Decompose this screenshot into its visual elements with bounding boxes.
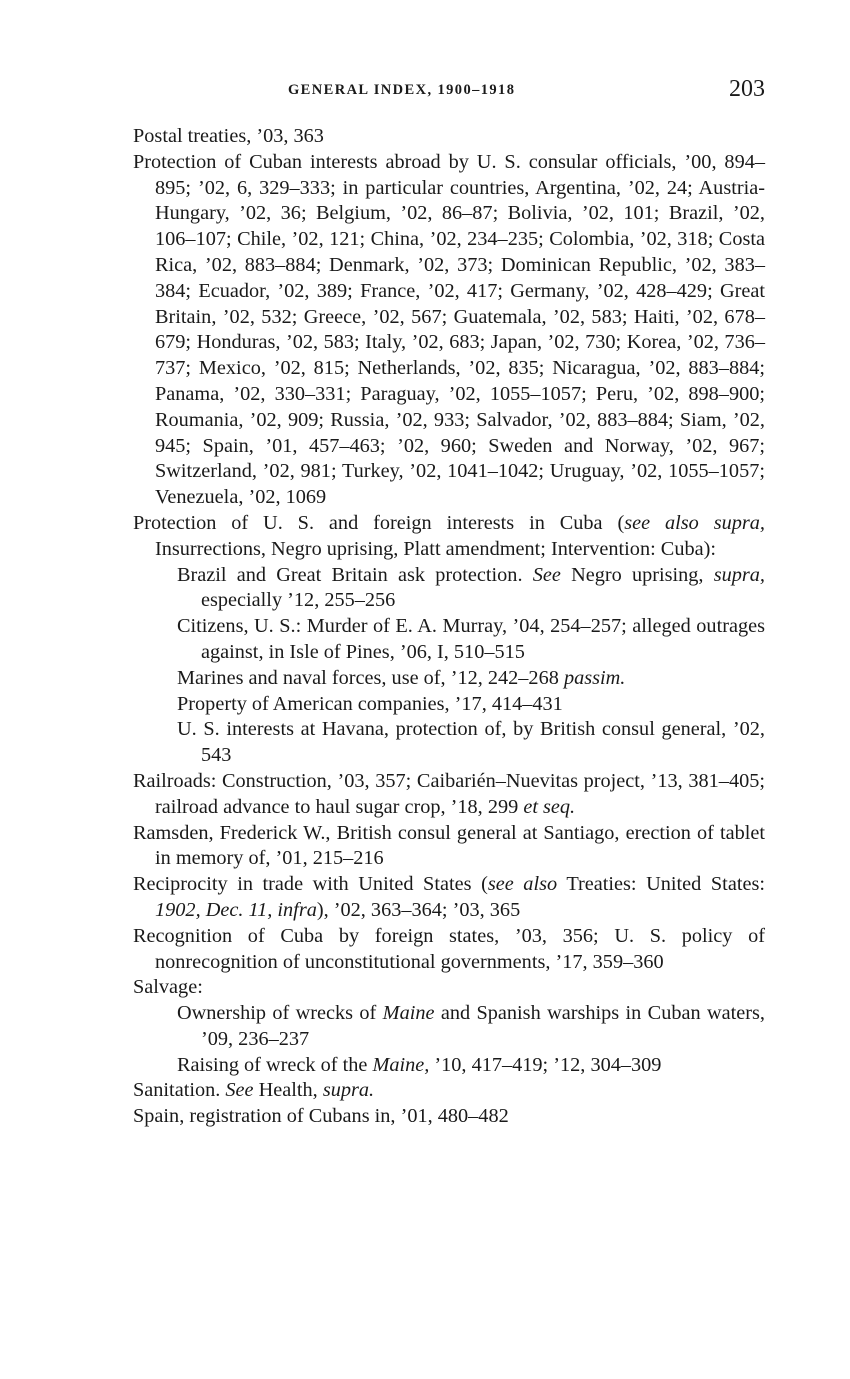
- italic-text: 1902, Dec. 11, infra: [155, 898, 317, 921]
- entry-text: Sanitation.: [133, 1079, 226, 1102]
- entry-text: Protection of Cuban interests abroad by U. S. consular officials, ’00, 894–895; ’02, 6, 329–333; in particular countries, Argentina, ’02, 24; Austria-Hungary, ’02, 36; Belgium, ’02, 86–87; Bolivia, ’02, 101; Brazil, ’02, 106–107; Chile, ’02, 121; China, ’02, 234–235; Colombia, ’02, 318; Costa Rica, ’02, 883–884; Denmark, ’02, 373; Dominican Republic, ’02, 383–384; Ecuador, ’02, 389; France, ’02, 417; Germany, ’02, 428–429; Great Britain, ’02, 532; Greece, ’02, 567; Guatemala, ’02, 583; Haiti, ’02, 678–679; Honduras, ’02, 583; Italy, ’02, 683; Japan, ’02, 730; Korea, ’02, 736–737; Mexico, ’02, 815; Netherlands, ’02, 835; Nicaragua, ’02, 883–884; Panama, ’02, 330–331; Paraguay, ’02, 1055–1057; Peru, ’02, 898–900; Roumania, ’02, 909; Russia, ’02, 933; Salvador, ’02, 883–884; Siam, ’02, 945; Spain, ’01, 457–463; ’02, 960; Sweden and Norway, ’02, 967; Switzerland, ’02, 981; Turkey, ’02, 1041–1042; Uruguay, ’02, 1055–1057; Venezuela, ’02, 1069: [133, 150, 765, 509]
- italic-text: Maine,: [372, 1053, 430, 1076]
- entry-text: Postal treaties, ’03, 363: [133, 125, 324, 147]
- italic-text: supra.: [322, 1079, 375, 1102]
- italic-text: passim.: [563, 666, 626, 689]
- index-subentry: [177, 614, 765, 666]
- index-entry: [133, 511, 765, 563]
- page-header: [133, 76, 765, 106]
- entry-text: Salvage:: [133, 976, 203, 999]
- index-entry: [133, 124, 765, 150]
- entry-text: Negro uprising,: [560, 563, 714, 586]
- index-subentry: [177, 563, 765, 615]
- entry-text: Brazil and Great Britain ask protection.: [177, 563, 533, 586]
- entry-text: Health,: [253, 1079, 323, 1102]
- index-entry: [133, 975, 765, 1001]
- italic-text: Maine: [382, 1002, 435, 1025]
- entry-text: Ownership of wrecks of: [177, 1002, 383, 1025]
- index-subentry: [177, 1053, 765, 1079]
- italic-text: see also supra,: [624, 511, 766, 534]
- index-entry: [133, 1104, 765, 1130]
- index-entry: [133, 821, 765, 873]
- index-entries: [133, 124, 765, 1130]
- index-subentry: [177, 692, 765, 718]
- index-subentry: [177, 666, 765, 692]
- entry-text: Raising of wreck of the: [177, 1053, 373, 1076]
- entry-text: Ramsden, Frederick W., British consul general at Santiago, erection of tablet in memory of, ’01, 215–216: [133, 821, 765, 870]
- italic-text: see also: [487, 873, 558, 896]
- entry-text: Marines and naval forces, use of, ’12, 242–268: [177, 666, 564, 689]
- index-entry: [133, 872, 765, 924]
- entry-text: Citizens, U. S.: Murder of E. A. Murray, ’04, 254–257; alleged outrages against, in Isle of Pines, ’06, I, 510–515: [177, 615, 765, 663]
- entry-text: Treaties: United States:: [557, 873, 765, 896]
- entry-text: especially ’12, 255–256: [201, 589, 396, 612]
- index-entry: [133, 1078, 765, 1104]
- entry-text: Spain, registration of Cubans in, ’01, 480–482: [133, 1105, 509, 1128]
- index-subentry: [177, 1001, 765, 1053]
- italic-text: See: [225, 1079, 254, 1102]
- italic-text: supra,: [713, 563, 765, 586]
- entry-text: Reciprocity in trade with United States (: [133, 873, 488, 896]
- entry-text: ), ’02, 363–364; ’03, 365: [316, 898, 521, 921]
- italic-text: See: [532, 563, 561, 586]
- entry-text: Insurrections, Negro uprising, Platt amendment; Intervention: Cuba):: [155, 537, 716, 560]
- entry-text: Protection of U. S. and foreign interests in Cuba (: [133, 511, 625, 534]
- entry-text: Property of American companies, ’17, 414–431: [177, 692, 563, 715]
- index-subentry: [177, 717, 765, 769]
- page-number: 203: [729, 76, 765, 102]
- running-head: GENERAL INDEX, 1900–1918: [288, 82, 516, 98]
- index-entry: [133, 150, 765, 511]
- entry-text: and Spanish warships in Cuban waters, ’09, 236–237: [201, 1002, 765, 1050]
- entry-text: ’10, 417–419; ’12, 304–309: [429, 1053, 662, 1076]
- entry-text: U. S. interests at Havana, protection of, by British consul general, ’02, 543: [177, 718, 765, 767]
- italic-text: et seq.: [523, 795, 576, 818]
- entry-text: Railroads: Construction, ’03, 357; Caibarién–Nuevitas project, ’13, 381–405; railroad advance to haul sugar crop, ’18, 299: [133, 769, 765, 818]
- index-entry: [133, 924, 765, 976]
- index-entry: [133, 769, 765, 821]
- entry-text: Recognition of Cuba by foreign states, ’03, 356; U. S. policy of nonrecognition of unconstitutional governments, ’17, 359–360: [133, 924, 765, 973]
